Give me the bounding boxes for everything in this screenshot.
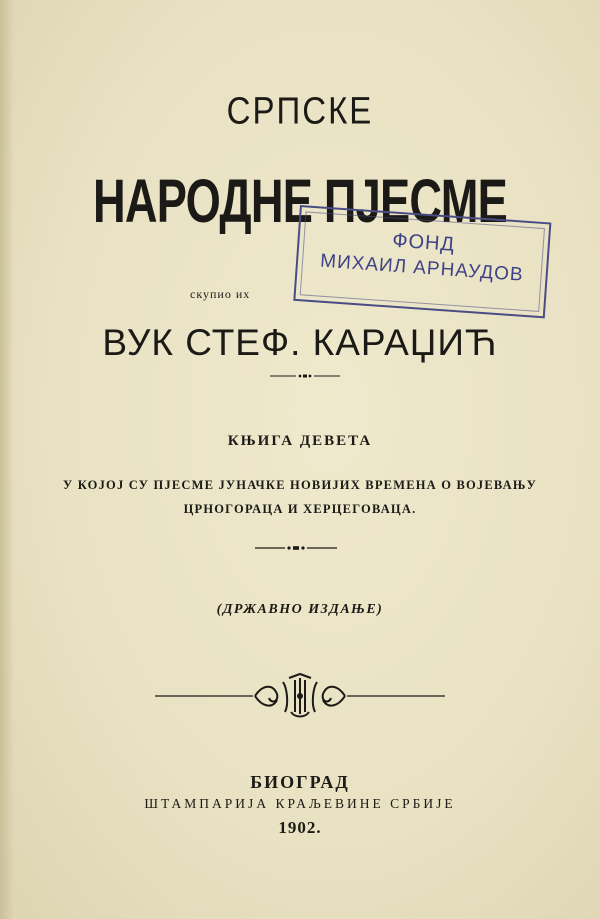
- library-stamp: [293, 205, 551, 318]
- stamp-line-1: ФОНД: [391, 229, 456, 256]
- ornamental-divider-small: [270, 372, 340, 380]
- edition-note: (ДРЖАВНО ИЗДАЊЕ): [216, 602, 384, 617]
- city: БИОГРАД: [250, 772, 350, 792]
- ornamental-divider-medium: [255, 544, 337, 552]
- stamp-line-2: МИХАИЛ АРНАУДОВ: [319, 250, 525, 286]
- author-name: ВУК СТЕФ. КАРАЏИЋ: [102, 322, 498, 363]
- title-main: НАРОДНЕ ПЈЕСМЕ: [92, 167, 508, 236]
- book-number: КЊИГА ДЕВЕТА: [227, 433, 373, 449]
- collected-by: скупио их: [190, 287, 251, 301]
- printer: ШТАМПАРИЈА КРАЉЕВИНЕ СРБИЈЕ: [144, 796, 456, 811]
- year: 1902.: [278, 818, 322, 837]
- description-line-1: У КОЈОЈ СУ ПЈЕСМЕ ЈУНАЧКЕ НОВИЈИХ ВРЕМЕНА О ВОЈЕВАЊУ: [63, 478, 537, 492]
- ornamental-vignette: [155, 672, 445, 720]
- title-top: СРПСКЕ: [226, 89, 374, 132]
- description-line-2: ЦРНОГОРАЦА И ХЕРЦЕГОВАЦА.: [183, 502, 417, 516]
